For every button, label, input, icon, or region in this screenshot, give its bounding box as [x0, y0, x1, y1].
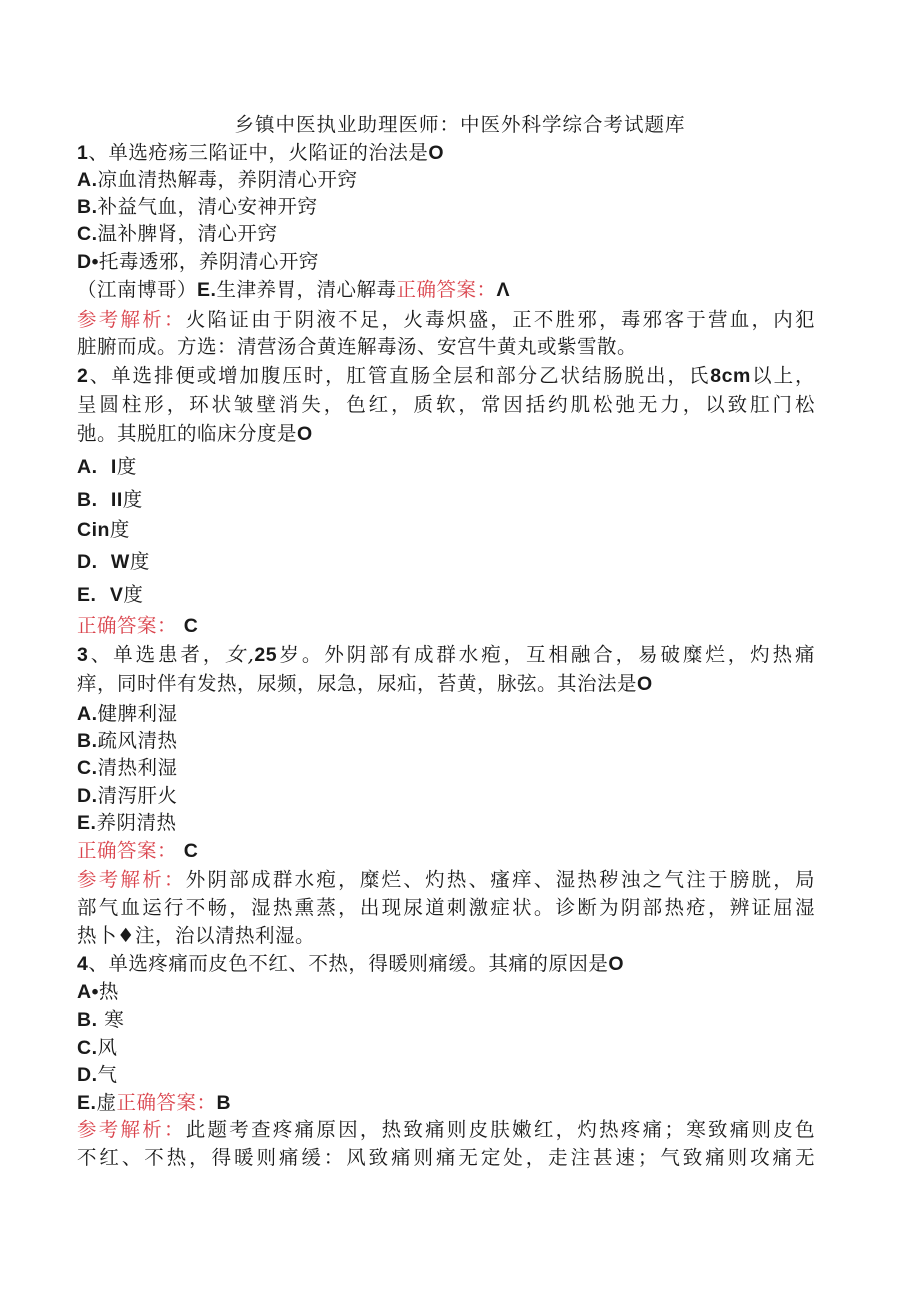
question-2-option-a: A. I度 [77, 455, 137, 478]
question-3-option-e: E.养阴清热 [77, 811, 177, 834]
page-title: 乡镇中医执业助理医师：中医外科学综合考试题库 [234, 113, 686, 136]
answer-value: Λ [496, 279, 510, 301]
question-4-option-b: B. 寒 [77, 1008, 125, 1031]
answer-value: C [183, 615, 199, 637]
question-3-analysis: 参考解析：外阴部成群水疱，糜烂、灼热、瘙痒、湿热秽浊之气注于膀胱，局 [77, 868, 815, 891]
question-2-option-b: B. II度 [77, 488, 143, 511]
question-1-stem: 1、单选疮疡三陷证中，火陷证的治法是O [77, 141, 445, 164]
question-4-option-e: E.虚正确答案：B [77, 1091, 232, 1114]
analysis-label: 参考解析： [77, 308, 186, 331]
question-1-option-c: C.温补脾肾，清心开窍 [77, 222, 278, 245]
question-1-analysis: 参考解析：火陷证由于阴液不足，火毒炽盛，正不胜邪，毒邪客于营血，内犯 [77, 308, 815, 331]
question-2-option-e: E. V度 [77, 583, 144, 606]
answer-label: 正确答案： [77, 839, 178, 862]
question-1-option-d: D•托毒透邪，养阴清心开窍 [77, 250, 319, 273]
question-4-option-d: D.气 [77, 1063, 118, 1086]
question-4-option-c: C.风 [77, 1036, 118, 1059]
answer-label: 正确答案： [396, 278, 497, 301]
question-3-option-a: A.健脾利湿 [77, 702, 178, 725]
question-1-option-a: A.凉血清热解毒，养阴清心开窍 [77, 168, 358, 191]
question-1-option-b: B.补益气血，清心安神开窍 [77, 195, 318, 218]
question-3-option-b: B.疏风清热 [77, 729, 178, 752]
question-1-analysis-cont: 脏腑而成。方选：清营汤合黄连解毒汤、安宫牛黄丸或紫雪散。 [77, 335, 638, 358]
question-1-option-e: （江南博哥）E.生津养胃，清心解毒正确答案：Λ [77, 278, 510, 301]
question-2-stem-end: 弛。其脱肛的临床分度是O [77, 422, 313, 445]
question-4-stem: 4、单选疼痛而皮色不红、不热，得暖则痛缓。其痛的原因是O [77, 952, 625, 975]
question-3-option-d: D.清泻肝火 [77, 784, 178, 807]
question-4-analysis-cont: 不红、不热，得暖则痛缓：风致痛则痛无定处，走注甚速；气致痛则攻痛无 [77, 1146, 815, 1169]
question-2-stem: 2、单选排便或增加腹压时，肛管直肠全层和部分乙状结肠脱出，氏8cm以上， [77, 364, 815, 387]
question-3-analysis-cont: 部气血运行不畅，湿热熏蒸，出现尿道刺激症状。诊断为阴部热疮，辨证屈湿 [77, 896, 815, 919]
question-4-analysis: 参考解析：此题考查疼痛原因，热致痛则皮肤嫩红，灼热疼痛；寒致痛则皮色 [77, 1118, 815, 1141]
answer-label: 正确答案： [116, 1091, 217, 1114]
answer-value: C [183, 840, 199, 862]
question-3-stem-cont: 痒，同时伴有发热，尿频，尿急，尿疝，苔黄，脉弦。其治法是O [77, 672, 653, 695]
question-3-analysis-end: 热卜♦注，治以清热利湿。 [77, 924, 315, 947]
answer-value: B [216, 1092, 232, 1114]
question-3-stem: 3、单选患者，女,25岁。外阴部有成群水疱，互相融合，易破糜烂，灼热痛 [77, 643, 815, 666]
question-2-option-c: Cin度 [77, 518, 130, 541]
analysis-label: 参考解析： [77, 1118, 186, 1141]
answer-label: 正确答案： [77, 614, 178, 637]
analysis-label: 参考解析： [77, 868, 186, 891]
question-3-option-c: C.清热利湿 [77, 756, 178, 779]
question-2-option-d: D. W度 [77, 550, 150, 573]
question-2-stem-cont: 呈圆柱形，环状皱壁消失，色红，质软，常因括约肌松弛无力，以致肛门松 [77, 393, 815, 416]
question-2-answer [77, 612, 815, 640]
question-4-option-a: A•热 [77, 980, 119, 1003]
question-3-answer [77, 837, 815, 865]
